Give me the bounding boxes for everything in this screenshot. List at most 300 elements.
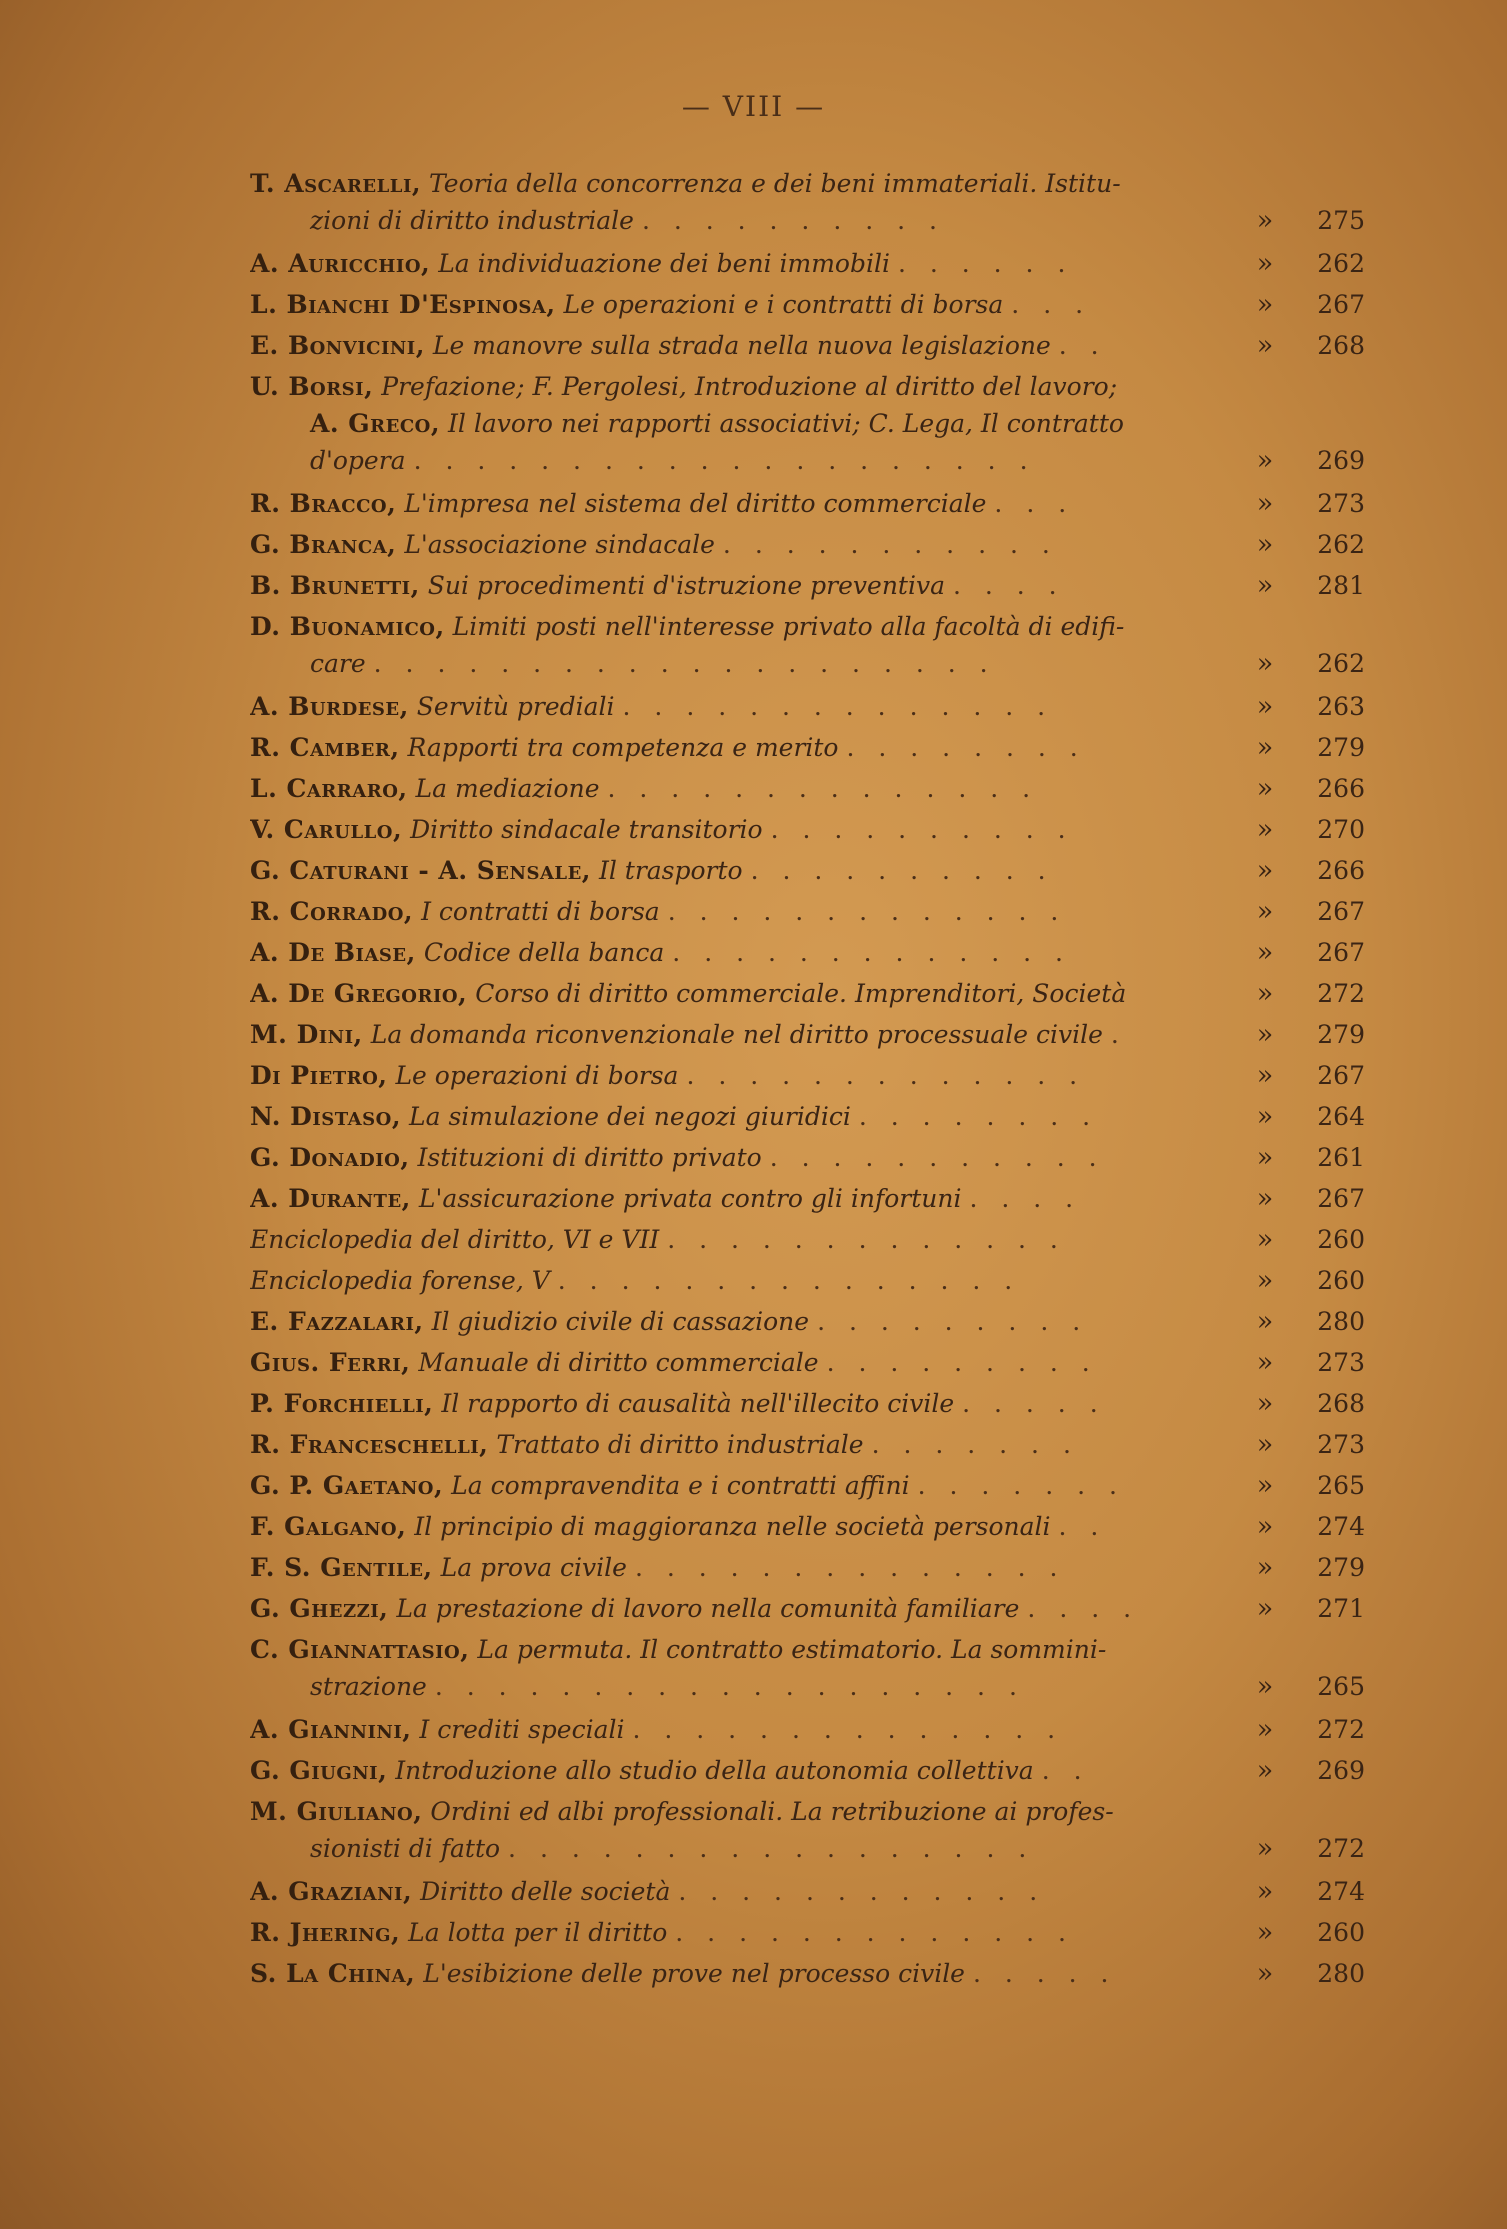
entry-author: L. Bianchi D'Espinosa, [250, 290, 556, 319]
entry-page-number: 279 [1317, 1020, 1365, 1049]
ditto-mark: » [1256, 1388, 1274, 1419]
entry-title: Corso di diritto commerciale. Imprenditori, Società [475, 979, 1127, 1008]
ditto-mark: » [1256, 978, 1274, 1009]
index-entry [250, 770, 1390, 807]
entry-title: La permuta. Il contratto estimatorio. La sommini- [477, 1635, 1107, 1664]
entry-line [250, 1098, 1235, 1135]
entry-line [250, 1262, 1235, 1299]
entry-author: A. De Biase, [250, 938, 416, 967]
leader-dots: . . . . . . . . . . . [722, 530, 1058, 559]
entry-line [250, 1955, 1235, 1992]
entry-page-number: 273 [1317, 1430, 1365, 1459]
entry-title: I crediti speciali [419, 1715, 625, 1744]
entry-title: La compravendita e i contratti affini [451, 1471, 910, 1500]
ditto-mark: » [1256, 937, 1274, 968]
entry-line [250, 165, 1235, 202]
entry-line [250, 1016, 1235, 1053]
entry-title: strazione [310, 1672, 427, 1701]
entry-title: Le operazioni e i contratti di borsa [563, 290, 1004, 319]
page-number: — VIII — [681, 90, 826, 123]
leader-dots: . . [1041, 1756, 1090, 1785]
entry-title: Servitù prediali [416, 692, 615, 721]
index-entry [250, 608, 1390, 682]
leader-dots: . . . . . . . . . . . . . . . [557, 1266, 1021, 1295]
ditto-mark: » [1256, 1224, 1274, 1255]
leader-dots: . . [1058, 331, 1107, 360]
leader-dots: . . . . . [962, 1389, 1106, 1418]
ditto-mark: » [1256, 1429, 1274, 1460]
ditto-mark: » [1256, 1470, 1274, 1501]
leader-dots: . . . . . . . . . . . . . . . . . . . [434, 1672, 1025, 1701]
entry-page-number: 273 [1317, 1348, 1365, 1377]
entry-title: Rapporti tra competenza e merito [407, 733, 839, 762]
leader-dots: . . . . . . . . . . . . [678, 1877, 1046, 1906]
index-entry [250, 1139, 1390, 1176]
index-entry [250, 1793, 1390, 1867]
leader-dots: . . . . . . . . . . [770, 815, 1074, 844]
entry-page-number: 270 [1317, 815, 1365, 844]
entry-title: Il principio di maggioranza nelle società personali [414, 1512, 1051, 1541]
entry-page-number: 266 [1317, 774, 1365, 803]
leader-dots: . . . . . . . [917, 1471, 1125, 1500]
index-entry [250, 1631, 1390, 1705]
index-entry [250, 934, 1390, 971]
index-entry [250, 165, 1390, 239]
leader-dots: . . . . . . . . . . . [769, 1143, 1105, 1172]
leader-dots: . . . [994, 489, 1075, 518]
entry-line [250, 202, 1235, 239]
entry-page-number: 272 [1317, 1715, 1365, 1744]
ditto-mark: » [1256, 1347, 1274, 1378]
entry-page-number: 261 [1317, 1143, 1365, 1172]
index-entry [250, 245, 1390, 282]
entry-page-number: 260 [1317, 1225, 1365, 1254]
entry-author: Di Pietro, [250, 1061, 388, 1090]
entry-text [250, 165, 1235, 239]
leader-dots: . . . . . . . . . [826, 1348, 1098, 1377]
leader-dots: . . . . . . . . . . . . . . [607, 774, 1039, 803]
entry-page-number: 267 [1317, 938, 1365, 967]
entry-text [250, 1955, 1235, 1992]
index-entry [250, 1180, 1390, 1217]
index-entry [250, 1098, 1390, 1135]
ditto-mark: » [1256, 445, 1274, 476]
entry-page-number: 267 [1317, 897, 1365, 926]
ditto-mark: » [1256, 330, 1274, 361]
entry-line [250, 442, 1235, 479]
entry-page-number: 272 [1317, 979, 1365, 1008]
entry-text [250, 1793, 1235, 1867]
leader-dots: . . . . [1027, 1594, 1140, 1623]
leader-dots: . . . . . . . . . . [750, 856, 1054, 885]
entry-text [250, 1752, 1235, 1789]
entry-line [250, 1873, 1235, 1910]
entry-text [250, 608, 1235, 682]
entry-author: A. Giannini, [250, 1715, 412, 1744]
ditto-mark: » [1256, 1183, 1274, 1214]
entry-author: S. La China, [250, 1959, 416, 1988]
index-entry [250, 1303, 1390, 1340]
entry-page-number: 271 [1317, 1594, 1365, 1623]
entry-text [250, 934, 1235, 971]
entry-title: La prova civile [440, 1553, 627, 1582]
leader-dots: . . . . . . . . . . . . . . . . . . . . [373, 649, 996, 678]
entry-author: T. Ascarelli, [250, 169, 422, 198]
index-entry [250, 975, 1390, 1012]
leader-dots: . . [1058, 1512, 1107, 1541]
leader-dots: . . . [1011, 290, 1092, 319]
entry-page-number: 274 [1317, 1512, 1365, 1541]
ditto-mark: » [1256, 1671, 1274, 1702]
index-entry [250, 1016, 1390, 1053]
index-entry [250, 1508, 1390, 1545]
entry-line [250, 975, 1235, 1012]
ditto-mark: » [1256, 289, 1274, 320]
leader-dots: . . . . [953, 571, 1065, 600]
index-entry [250, 1467, 1390, 1504]
entry-author: A. Auricchio, [250, 249, 431, 278]
entry-line [250, 1914, 1235, 1951]
ditto-mark: » [1256, 732, 1274, 763]
entry-page-number: 262 [1317, 649, 1365, 678]
entry-line [250, 893, 1235, 930]
index-entry [250, 286, 1390, 323]
entry-line [250, 405, 1235, 442]
entry-page-number: 279 [1317, 733, 1365, 762]
entry-page-number: 281 [1317, 571, 1365, 600]
leader-dots: . . . . . [972, 1959, 1117, 1988]
entry-text [250, 1711, 1235, 1748]
entry-title: Diritto sindacale transitorio [410, 815, 763, 844]
entry-text [250, 688, 1235, 725]
ditto-mark: » [1256, 773, 1274, 804]
entry-title: sionisti di fatto [310, 1834, 501, 1863]
entry-title: Codice della banca [423, 938, 665, 967]
entry-page-number: 260 [1317, 1918, 1365, 1947]
entry-title: I contratti di borsa [421, 897, 660, 926]
entry-line [250, 770, 1235, 807]
index-entry [250, 1549, 1390, 1586]
entry-title: Prefazione; F. Pergolesi, Introduzione al diritto del lavoro; [381, 372, 1118, 401]
entry-title: Il rapporto di causalità nell'illecito civile [441, 1389, 955, 1418]
entry-title: La individuazione dei beni immobili [438, 249, 890, 278]
entry-text [250, 1057, 1235, 1094]
index-entry [250, 1426, 1390, 1463]
index-entry [250, 567, 1390, 604]
entry-page-number: 260 [1317, 1266, 1365, 1295]
entry-text [250, 770, 1235, 807]
ditto-mark: » [1256, 1593, 1274, 1624]
entry-author: G. Caturani - A. Sensale, [250, 856, 591, 885]
ditto-mark: » [1256, 855, 1274, 886]
entry-author: F. S. Gentile, [250, 1553, 433, 1582]
entry-text [250, 1385, 1235, 1422]
index-entry [250, 1914, 1390, 1951]
index-entry [250, 1344, 1390, 1381]
entry-title: d'opera [310, 446, 406, 475]
entry-page-number: 266 [1317, 856, 1365, 885]
entry-text [250, 1344, 1235, 1381]
entry-author: G. Ghezzi, [250, 1594, 389, 1623]
entry-author: U. Borsi, [250, 372, 374, 401]
entry-text [250, 1549, 1235, 1586]
index-entry [250, 1385, 1390, 1422]
entry-line [250, 1467, 1235, 1504]
index-entry [250, 1221, 1390, 1258]
entry-title: L'esibizione delle prove nel processo civile [423, 1959, 965, 1988]
index-entry [250, 1057, 1390, 1094]
entry-author: G. Branca, [250, 530, 397, 559]
ditto-mark: » [1256, 896, 1274, 927]
entry-title: Le operazioni di borsa [395, 1061, 679, 1090]
entry-text [250, 1426, 1235, 1463]
entry-author: E. Fazzalari, [250, 1307, 424, 1336]
entry-title: Enciclopedia del diritto, VI e VII [250, 1225, 660, 1254]
entry-line [250, 934, 1235, 971]
entry-text [250, 1098, 1235, 1135]
leader-dots: . [1110, 1020, 1127, 1049]
leader-dots: . . . . . . . . . . . . . . . . . [508, 1834, 1035, 1863]
entry-line [250, 1711, 1235, 1748]
leader-dots: . . . . . . . [871, 1430, 1079, 1459]
entry-line [250, 1221, 1235, 1258]
entry-line [250, 1830, 1235, 1867]
entry-text [250, 485, 1235, 522]
leader-dots: . . . . . . . . . . . . . [675, 1918, 1074, 1947]
leader-dots: . . . . . . . . [846, 733, 1086, 762]
entry-author: F. Galgano, [250, 1512, 407, 1541]
entry-author: R. Franceschelli, [250, 1430, 489, 1459]
entry-page-number: 263 [1317, 692, 1365, 721]
entry-line [250, 1344, 1235, 1381]
entry-author: G. Donadio, [250, 1143, 410, 1172]
entry-line [250, 1549, 1235, 1586]
ditto-mark: » [1256, 1917, 1274, 1948]
index-entry [250, 1262, 1390, 1299]
entry-author: Gius. Ferri, [250, 1348, 411, 1377]
entry-title: zioni di diritto industriale [310, 206, 634, 235]
entry-line [250, 1426, 1235, 1463]
entry-author: R. Corrado, [250, 897, 414, 926]
ditto-mark: » [1256, 1876, 1274, 1907]
entry-title: Il trasporto [598, 856, 743, 885]
entry-author: L. Carraro, [250, 774, 408, 803]
ditto-mark: » [1256, 1755, 1274, 1786]
entry-text [250, 368, 1235, 479]
entry-author: G. Giugni, [250, 1756, 388, 1785]
entry-title: care [310, 649, 366, 678]
entry-page-number: 269 [1317, 446, 1365, 475]
entry-author: A. De Gregorio, [250, 979, 468, 1008]
entry-text [250, 975, 1235, 1012]
entry-line [250, 1668, 1235, 1705]
entry-text [250, 1016, 1235, 1053]
leader-dots: . . . . . . . . . . . . . [686, 1061, 1086, 1090]
entry-title: Enciclopedia forense, V [250, 1266, 550, 1295]
entry-page-number: 265 [1317, 1672, 1365, 1701]
index-entry [250, 327, 1390, 364]
leader-dots: . . . . . . . . . . . . . [667, 897, 1067, 926]
entry-text [250, 1221, 1235, 1258]
leader-dots: . . . . . . . . . [817, 1307, 1089, 1336]
entry-page-number: 264 [1317, 1102, 1365, 1131]
ditto-mark: » [1256, 1958, 1274, 1989]
entry-title: Le manovre sulla strada nella nuova legislazione [432, 331, 1051, 360]
entry-text [250, 852, 1235, 889]
entry-page-number: 279 [1317, 1553, 1365, 1582]
entry-title: La lotta per il diritto [408, 1918, 668, 1947]
entry-title: L'associazione sindacale [404, 530, 715, 559]
entry-line [250, 1057, 1235, 1094]
entry-line [250, 1385, 1235, 1422]
entry-page-number: 275 [1317, 206, 1365, 235]
entry-title: Diritto delle società [420, 1877, 671, 1906]
entry-page-number: 273 [1317, 489, 1365, 518]
ditto-mark: » [1256, 1833, 1274, 1864]
entry-line [250, 1139, 1235, 1176]
ditto-mark: » [1256, 1306, 1274, 1337]
ditto-mark: » [1256, 248, 1274, 279]
entry-author: A. Durante, [250, 1184, 411, 1213]
entry-line [250, 811, 1235, 848]
entry-author: D. Buonamico, [250, 612, 445, 641]
entry-text [250, 1914, 1235, 1951]
entry-author: G. P. Gaetano, [250, 1471, 444, 1500]
entry-title: La mediazione [415, 774, 600, 803]
leader-dots: . . . . . . . . . . . . . . [632, 1715, 1064, 1744]
index-entry [250, 811, 1390, 848]
index-entry [250, 368, 1390, 479]
index-entry [250, 852, 1390, 889]
entry-title: Il lavoro nei rapporti associativi; C. Lega, Il contratto [448, 409, 1124, 438]
entry-title: Sui procedimenti d'istruzione preventiva [427, 571, 945, 600]
entry-author: R. Jhering, [250, 1918, 401, 1947]
entry-page-number: 262 [1317, 530, 1365, 559]
leader-dots: . . . . . . . . . . . . . [667, 1225, 1066, 1254]
entry-page-number: 274 [1317, 1877, 1365, 1906]
ditto-mark: » [1256, 1019, 1274, 1050]
index-entry [250, 688, 1390, 725]
entry-line [250, 1793, 1235, 1830]
entry-line [250, 1752, 1235, 1789]
entry-page-number: 267 [1317, 290, 1365, 319]
entry-text [250, 1180, 1235, 1217]
entry-title: La domanda riconvenzionale nel diritto processuale civile [370, 1020, 1103, 1049]
entry-line [250, 1631, 1235, 1668]
entry-page-number: 267 [1317, 1184, 1365, 1213]
entry-title: Manuale di diritto commerciale [418, 1348, 819, 1377]
index-entry [250, 526, 1390, 563]
entry-text [250, 1467, 1235, 1504]
entry-author: E. Bonvicini, [250, 331, 425, 360]
entry-page-number: 280 [1317, 1307, 1365, 1336]
ditto-mark: » [1256, 691, 1274, 722]
entry-author: V. Carullo, [250, 815, 403, 844]
entry-text [250, 1139, 1235, 1176]
entry-line [250, 608, 1235, 645]
entry-text [250, 1303, 1235, 1340]
entry-page-number: 262 [1317, 249, 1365, 278]
index-entry [250, 1752, 1390, 1789]
index-entry [250, 485, 1390, 522]
leader-dots: . . . . . . . . . . . . . [672, 938, 1071, 967]
entry-text [250, 1590, 1235, 1627]
bibliography-index [250, 165, 1390, 1996]
leader-dots: . . . . . . [897, 249, 1074, 278]
entry-title: Trattato di diritto industriale [496, 1430, 864, 1459]
entry-line [250, 526, 1235, 563]
entry-title: Teoria della concorrenza e dei beni immateriali. Istitu- [429, 169, 1121, 198]
entry-text [250, 811, 1235, 848]
entry-line [250, 729, 1235, 766]
ditto-mark: » [1256, 1265, 1274, 1296]
entry-author: M. Dini, [250, 1020, 363, 1049]
entry-line [250, 368, 1235, 405]
leader-dots: . . . . . . . . . . . . . . [622, 692, 1054, 721]
entry-title: Ordini ed albi professionali. La retribuzione ai profes- [430, 1797, 1114, 1826]
entry-author: A. Greco, [310, 409, 441, 438]
ditto-mark: » [1256, 814, 1274, 845]
entry-author: A. Burdese, [250, 692, 409, 721]
entry-page-number: 268 [1317, 1389, 1365, 1418]
entry-text [250, 567, 1235, 604]
index-entry [250, 1955, 1390, 1992]
index-entry [250, 729, 1390, 766]
entry-text [250, 286, 1235, 323]
entry-text [250, 1631, 1235, 1705]
leader-dots: . . . . [969, 1184, 1082, 1213]
index-entry [250, 1590, 1390, 1627]
entry-line [250, 245, 1235, 282]
entry-title: Limiti posti nell'interesse privato alla facoltà di edifi- [452, 612, 1125, 641]
leader-dots: . . . . . . . . . . . . . . . . . . . . [413, 446, 1036, 475]
entry-author: N. Distaso, [250, 1102, 402, 1131]
entry-author: A. Graziani, [250, 1877, 413, 1906]
leader-dots: . . . . . . . . . . . . . . [634, 1553, 1066, 1582]
entry-author: C. Giannattasio, [250, 1635, 470, 1664]
entry-line [250, 1590, 1235, 1627]
ditto-mark: » [1256, 488, 1274, 519]
entry-author: R. Camber, [250, 733, 400, 762]
entry-page-number: 268 [1317, 331, 1365, 360]
ditto-mark: » [1256, 1714, 1274, 1745]
entry-line [250, 852, 1235, 889]
entry-title: La prestazione di lavoro nella comunità familiare [396, 1594, 1020, 1623]
entry-author: B. Brunetti, [250, 571, 420, 600]
entry-line [250, 485, 1235, 522]
entry-title: L'assicurazione privata contro gli infortuni [418, 1184, 962, 1213]
entry-text [250, 245, 1235, 282]
entry-title: Istituzioni di diritto privato [417, 1143, 762, 1172]
entry-text [250, 1873, 1235, 1910]
ditto-mark: » [1256, 1142, 1274, 1173]
entry-line [250, 688, 1235, 725]
entry-line [250, 1303, 1235, 1340]
entry-text [250, 327, 1235, 364]
leader-dots: . . . . . . . . . . [641, 206, 945, 235]
index-entry [250, 893, 1390, 930]
entry-text [250, 1262, 1235, 1299]
ditto-mark: » [1256, 205, 1274, 236]
entry-line [250, 645, 1235, 682]
entry-page-number: 269 [1317, 1756, 1365, 1785]
entry-text [250, 1508, 1235, 1545]
entry-author: R. Bracco, [250, 489, 397, 518]
index-entry [250, 1873, 1390, 1910]
entry-title: Introduzione allo studio della autonomia collettiva [395, 1756, 1034, 1785]
entry-title: Il giudizio civile di cassazione [431, 1307, 810, 1336]
ditto-mark: » [1256, 1552, 1274, 1583]
